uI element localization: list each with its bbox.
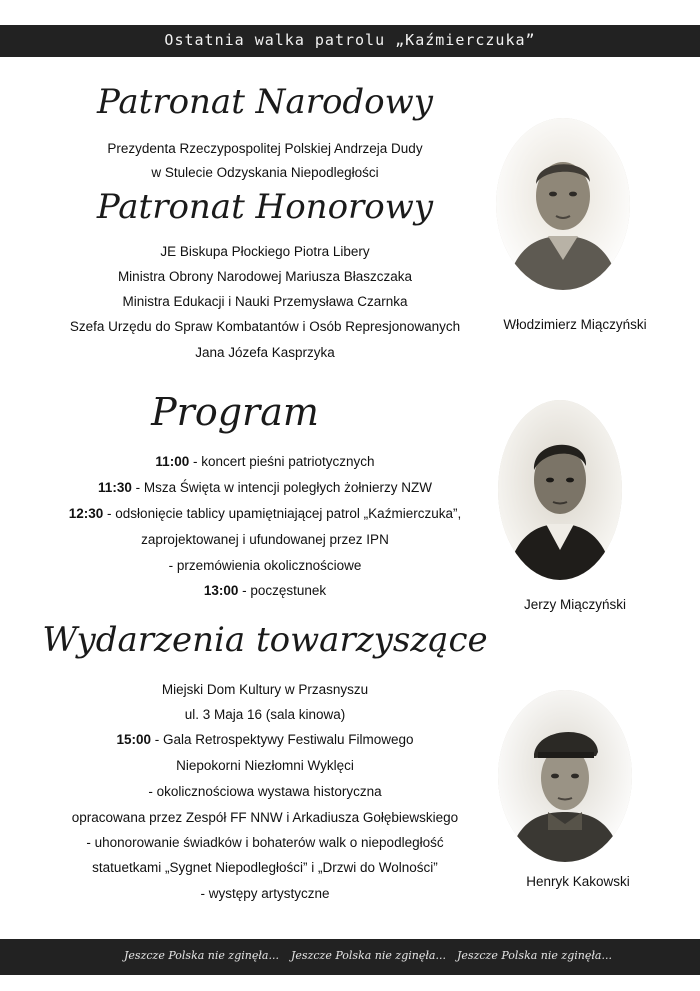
portrait-illustration [498,690,632,862]
portrait-caption: Henryk Kakowski [526,874,630,889]
program-text: zaprojektowanej i ufundowanej przez IPN [141,532,389,547]
portrait-photo [498,400,622,580]
program-item [20,531,510,549]
patronat-honorowy-line: Szefa Urzędu do Spraw Kombatantów i Osób Represjonowanych [69,319,461,334]
program-time: 12:30 [68,506,104,521]
wydarzenia-line [20,809,510,827]
patronat-honorowy-line: Ministra Edukacji i Nauki Przemysława Czarnka [122,294,408,309]
wydarzenia-text: - uhonorowanie świadków i bohaterów walk o niepodległość [86,835,444,850]
program-item [20,453,510,471]
footer-bar [0,939,700,975]
program-heading: Program [151,390,319,434]
program-text: - koncert pieśni patriotycznych [189,454,375,469]
wydarzenia-heading: Wydarzenia towarzyszące [42,620,488,660]
portrait-photo [498,690,632,862]
program-text: - Msza Święta w intencji poległych żołnierzy NZW [131,480,432,495]
wydarzenia-text: ul. 3 Maja 16 (sala kinowa) [184,707,346,722]
program-item [20,479,510,497]
wydarzenia-text: Miejski Dom Kultury w Przasnyszu [161,682,369,697]
wydarzenia-text: statuetkami „Sygnet Niepodległości” i „Drzwi do Wolności” [92,860,438,875]
wydarzenia-text: opracowana przez Zespół FF NNW i Arkadiusza Gołębiewskiego [71,810,459,825]
wydarzenia-text: - okolicznościowa wystawa historyczna [148,784,382,799]
program-time: 11:30 [98,480,132,495]
patronat-narodowy-heading: Patronat Narodowy [97,82,433,122]
patronat-honorowy-line: JE Biskupa Płockiego Piotra Libery [160,244,370,259]
footer-motto: Jeszcze Polska nie zginęła... [291,949,446,962]
wydarzenia-line [20,681,510,699]
wydarzenia-time: 15:00 [116,732,151,747]
wydarzenia-line [20,859,510,877]
portrait-illustration [496,118,630,290]
footer-motto: Jeszcze Polska nie zginęła... [457,949,612,962]
portrait-illustration [498,400,622,580]
wydarzenia-line [20,834,510,852]
wydarzenia-line [20,885,510,903]
portrait-photo [496,118,630,290]
wydarzenia-text: - Gala Retrospektywy Festiwalu Filmowego [150,732,414,747]
program-text: - przemówienia okolicznościowe [168,558,362,573]
wydarzenia-line [20,706,510,724]
patronat-narodowy-line: Prezydenta Rzeczypospolitej Polskiej Andrzeja Dudy [107,141,423,156]
program-item [20,557,510,575]
portrait-caption: Jerzy Miączyński [523,597,626,612]
patronat-honorowy-line: Jana Józefa Kasprzyka [195,345,335,360]
patronat-narodowy-line: w Stulecie Odzyskania Niepodległości [151,165,379,180]
wydarzenia-text: - występy artystyczne [200,886,330,901]
footer-motto: Jeszcze Polska nie zginęła... [124,949,279,962]
wydarzenia-line [20,757,510,775]
wydarzenia-line [20,783,510,801]
wydarzenia-text: Niepokorni Niezłomni Wyklęci [176,758,354,773]
patronat-honorowy-heading: Patronat Honorowy [96,187,434,227]
program-item [20,505,510,523]
portrait-caption: Włodzimierz Miączyński [503,317,647,332]
wydarzenia-line [20,731,510,749]
header-bar [0,25,700,57]
patronat-honorowy-line: Ministra Obrony Narodowej Mariusza Błaszczaka [117,269,413,284]
program-text: - odsłonięcie tablicy upamiętniającej patrol „Kaźmierczuka”, [103,506,462,521]
header-title: Ostatnia walka patrolu „Kaźmierczuka” [164,31,536,49]
program-item [20,582,510,600]
program-text: - poczęstunek [238,583,327,598]
program-time: 11:00 [155,454,190,469]
program-time: 13:00 [203,583,239,598]
